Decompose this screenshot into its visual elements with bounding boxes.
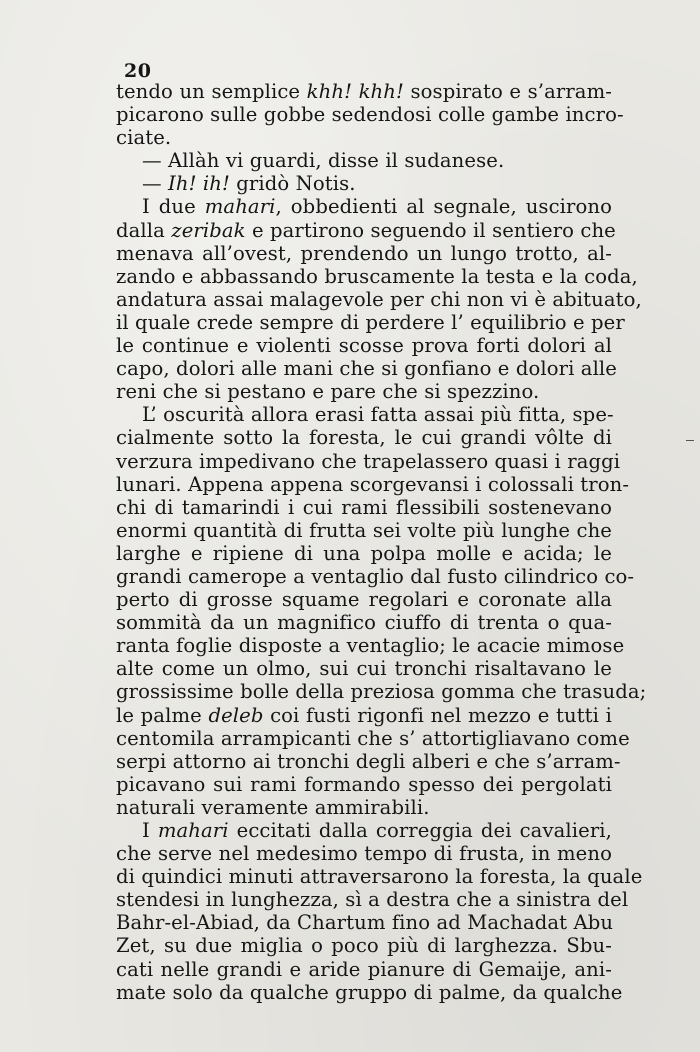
text-line [116,773,612,796]
text-run: Zet, su due miglia o poco più di larghezza. Sbu- [116,934,612,958]
text-run: sospirato e s’arram- [403,80,612,103]
text-run: eccitati dalla correggia dei cavalieri, [228,819,612,842]
text-line [116,680,647,704]
text-run: ranta foglie disposte a ventaglio; le acacie mimose [116,634,625,658]
text-run: serpi attorno ai tronchi degli alberi e che s’arram- [116,749,621,773]
italic-word: mahari [157,819,229,842]
text-line [116,726,630,750]
text-run: le continue e violenti scosse prova forti dolori al [116,334,612,358]
page-number: 20 [124,60,152,82]
margin-mark [686,440,694,441]
italic-word: khh! khh! [306,80,404,103]
text-line [116,934,612,957]
text-run: I [142,819,158,842]
text-line [116,888,629,912]
text-line [116,842,612,865]
text-run: tendo un semplice [116,80,307,103]
text-run: centomila arrampicanti che s’ attortigliavano come [116,726,630,750]
text-line [116,126,612,149]
text-line [116,195,612,218]
text-run: chi di tamarindi i cui rami flessibili sostenevano [116,495,612,519]
text-line [116,472,630,496]
text-line [116,704,612,727]
italic-word: deleb [208,703,264,727]
text-run: sommità da un magnifico ciuffo di trenta o qua- [116,611,612,635]
text-line [116,657,612,680]
text-run: grandi camerope a ventaglio dal fusto cilindrico co- [116,564,635,588]
italic-word: Ih! ih! [168,172,230,196]
text-line [116,172,612,195]
text-line [116,796,612,819]
text-run: gridò Notis. [229,172,356,196]
text-line [116,310,625,334]
text-run: larghe e ripiene di una polpa molle e acida; le [116,541,612,565]
text-run: andatura assai malagevole per chi non vi è abituato, [116,287,642,311]
text-run: alte come un olmo, sui cui tronchi risaltavano le [116,657,612,681]
text-run: stendesi in lunghezza, sì a destra che a sinistra del [116,888,629,912]
text-line [116,496,612,519]
text-line [116,334,612,357]
text-line [116,865,643,889]
text-line [116,287,642,311]
text-run: le palme [116,703,209,727]
text-run: che serve nel medesimo tempo di frusta, in meno [116,842,612,866]
text-line [116,564,635,588]
text-line [116,634,625,658]
text-run: perto di grosse squame regolari e coronate alla [116,588,612,612]
text-run: ciate. [116,126,172,150]
text-run: dalla [116,218,172,242]
text-run: zando e abbassando bruscamente la testa e la coda, [116,264,638,288]
text-run: lunari. Appena appena scorgevansi i colossali tron- [116,472,630,496]
text-line [116,403,612,426]
text-run: Bahr-el-Abiad, da Chartum fino ad Machadat Abu [116,911,614,935]
text-line [116,819,612,842]
text-run: — [142,172,169,196]
text-run: — Allàh vi guardi, disse il sudanese. [142,149,505,173]
text-line [116,357,617,381]
text-line [116,264,638,288]
text-run: picavano sui rami formando spesso dei pergolati [116,772,612,796]
body-text [116,80,647,1004]
text-line [116,426,612,449]
text-line [116,218,616,242]
italic-word: zeribak [171,218,246,242]
text-run: , obbedienti al segnale, uscirono [275,195,612,219]
italic-word: mahari [204,195,276,219]
text-line [116,958,612,981]
text-line [116,911,612,934]
text-run: mate solo da qualche gruppo di palme, da qualche [116,980,623,1004]
text-line [116,80,612,103]
text-run: coi fusti rigonfi nel mezzo e tutti i [263,703,612,727]
text-run: e partirono seguendo il sentiero che [245,218,616,242]
text-run: cati nelle grandi e aride pianure di Gemaije, ani- [116,957,612,981]
text-run: reni che si pestano e pare che si spezzino. [116,380,540,404]
text-line [116,103,624,127]
text-line [116,749,621,773]
text-run: capo, dolori alle mani che si gonfiano e dolori alle [116,357,617,381]
text-line [116,519,612,542]
text-run: di quindici minuti attraversarono la foresta, la quale [116,865,643,889]
text-line [116,542,612,565]
text-line [116,980,623,1004]
text-run: verzura impedivano che trapelassero quasi i raggi [116,449,621,473]
text-run: il quale crede sempre di perdere l’ equilibrio e per [116,310,625,334]
text-run: I due [142,195,205,219]
text-run: picarono sulle gobbe sedendosi colle gambe incro- [116,103,624,127]
text-line [116,611,612,634]
text-line [116,449,621,473]
text-run: grossissime bolle della preziosa gomma che trasuda; [116,680,647,704]
text-line [116,149,612,172]
text-line [116,588,612,611]
text-line [116,380,612,403]
text-line [116,242,612,265]
text-run: L’ oscurità allora erasi fatta assai più fitta, spe- [142,403,614,427]
text-run: naturali veramente ammirabili. [116,795,430,819]
text-run: cialmente sotto la foresta, le cui grandi vôlte di [116,426,612,450]
text-run: enormi quantità di frutta sei volte più lunghe che [116,518,612,542]
text-run: menava all’ovest, prendendo un lungo trotto, al- [116,241,612,265]
